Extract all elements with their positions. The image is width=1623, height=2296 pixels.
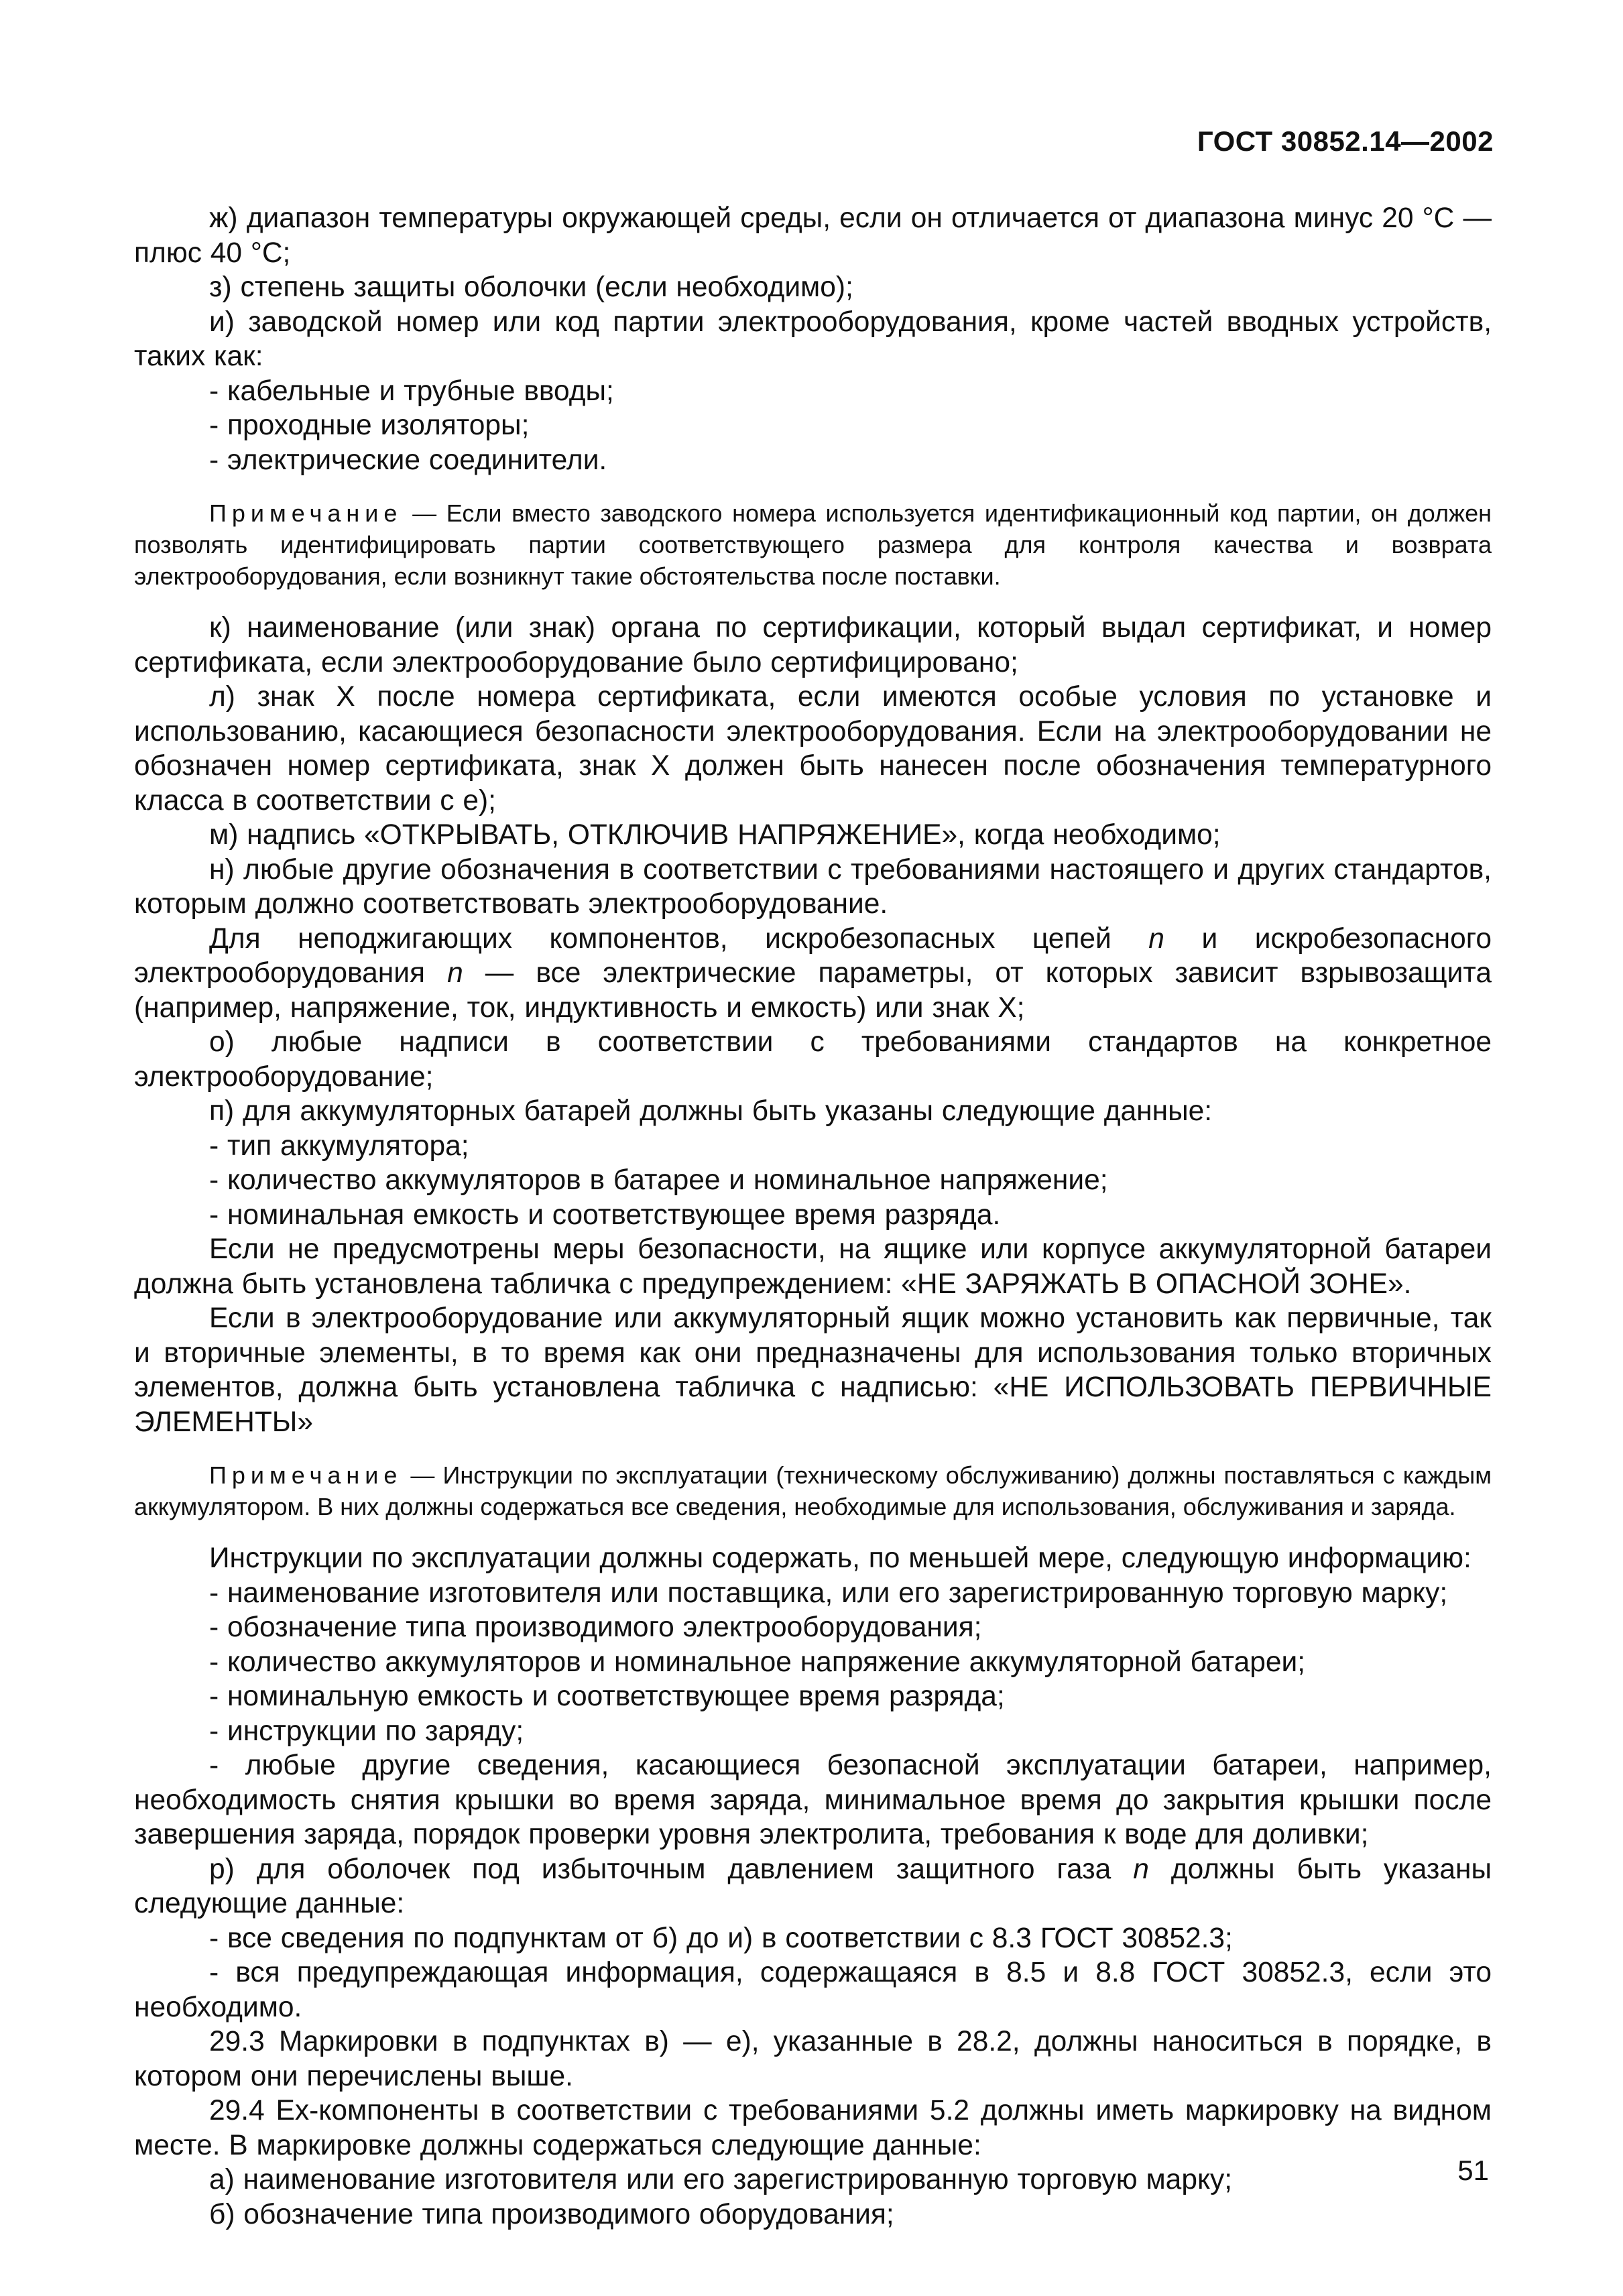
standard-code-header: ГОСТ 30852.14—2002 — [1197, 125, 1494, 157]
list-item: - тип аккумулятора; — [209, 1130, 469, 1162]
list-item: - электрические соединители. — [209, 444, 607, 476]
note-label: Примечание — [209, 499, 403, 527]
paragraph-l: л) знак X после номера сертификата, если имеются особые условия по установке и использованию, касающиеся безопасности электрооборудования. Если на электрооборудовании не обозначен номер сертификата, знак X должен быть нанесен после обозначения температурного класса в соответствии с е); — [134, 681, 1492, 817]
list-item: - кабельные и трубные вводы; — [209, 375, 614, 407]
paragraph-k: к) наименование (или знак) органа по сертификации, который выдал сертификат, и номер сертификата, если электрооборудование было сертифицировано; — [134, 612, 1492, 678]
text-segment: р) для оболочек под избыточным давлением защитного газа — [209, 1853, 1111, 1885]
paragraph-m: м) надпись «ОТКРЫВАТЬ, ОТКЛЮЧИВ НАПРЯЖЕНИЕ», когда необходимо; — [209, 819, 1221, 851]
paragraph-warning-label: Если не предусмотрены меры безопасности, на ящике или корпусе аккумуляторной батареи должна быть установлена табличка с предупреждением: «НЕ ЗАРЯЖАТЬ В ОПАСНОЙ ЗОНЕ». — [134, 1233, 1492, 1300]
list-item: - номинальную емкость и соответствующее время разряда; — [209, 1681, 1005, 1712]
paragraph-r — [134, 1852, 1492, 1921]
paragraph-a: а) наименование изготовителя или его зарегистрированную торговую марку; — [209, 2164, 1233, 2195]
italic-symbol: n — [1133, 1853, 1149, 1885]
list-item: - вся предупреждающая информация, содержащаяся в 8.5 и 8.8 ГОСТ 30852.3, если это необходимо. — [134, 1957, 1492, 2023]
list-item: - номинальная емкость и соответствующее время разряда. — [209, 1199, 1001, 1231]
list-item: - любые другие сведения, касающиеся безопасной эксплуатации батареи, например, необходимость снятия крышки во время заряда, минимальное время до закрытия крышки после завершения заряда, порядок проверки уровня электролита, требования к воде для доливки; — [134, 1750, 1492, 1850]
italic-symbol: n — [1148, 922, 1164, 955]
list-item: - инструкции по заряду; — [209, 1715, 524, 1747]
paragraph-n: н) любые другие обозначения в соответствии с требованиями настоящего и других стандартов, которым должно соответствовать электрооборудование. — [134, 853, 1492, 920]
paragraph-b: б) обозначение типа производимого оборудования; — [209, 2198, 894, 2230]
paragraph-instructions: Инструкции по эксплуатации должны содержать, по меньшей мере, следующую информацию: — [209, 1543, 1471, 1574]
paragraph-o: о) любые надписи в соответствии с требованиями стандартов на конкретное электрооборудование; — [134, 1026, 1492, 1093]
text-segment: — все электрические параметры, от которых зависит взрывозащита (например, напряжение, ток, индуктивность и емкость) или знак X; — [134, 957, 1492, 1024]
paragraph-zh: ж) диапазон температуры окружающей среды, если он отличается от диапазона минус 20 °С — плюс 40 °С; — [134, 202, 1492, 269]
paragraph-z: з) степень защиты оболочки (если необходимо); — [209, 271, 853, 303]
paragraph-p: п) для аккумуляторных батарей должны быть указаны следующие данные: — [209, 1095, 1213, 1127]
list-item: - наименование изготовителя или поставщика, или его зарегистрированную торговую марку; — [209, 1577, 1448, 1609]
paragraph-29-3: 29.3 Маркировки в подпунктах в) — е), указанные в 28.2, должны наноситься в порядке, в котором они перечислены выше. — [134, 2026, 1492, 2092]
paragraph-29-4: 29.4 Ex-компоненты в соответствии с требованиями 5.2 должны иметь маркировку на видном месте. В маркировке должны содержаться следующие данные: — [134, 2095, 1492, 2161]
note-2 — [134, 1459, 1492, 1522]
list-item: - проходные изоляторы; — [209, 410, 530, 441]
note-text: — Инструкции по эксплуатации (техническому обслуживанию) должны поставляться с каждым аккумулятором. В них должны содержаться все сведения, необходимые для использования, обслуживания и заряда. — [134, 1461, 1492, 1520]
paragraph-intrinsic-safety — [134, 922, 1492, 1026]
document-body — [134, 201, 1492, 2232]
note-1 — [134, 497, 1492, 592]
list-item: - количество аккумуляторов в батарее и номинальное напряжение; — [209, 1164, 1108, 1196]
paragraph-primary-cells: Если в электрооборудование или аккумуляторный ящик можно установить как первичные, так и вторичные элементы, в то время как они предназначены для использования только вторичных элементов, должна быть установлена табличка с надписью: «НЕ ИСПОЛЬЗОВАТЬ ПЕРВИЧНЫЕ ЭЛЕМЕНТЫ» — [134, 1303, 1492, 1438]
italic-symbol: n — [447, 957, 463, 989]
list-item: - обозначение типа производимого электрооборудования; — [209, 1612, 982, 1643]
text-segment: Для неподжигающих компонентов, искробезопасных цепей — [209, 922, 1111, 955]
text-segment: должны быть указаны следующие данные: — [134, 1853, 1492, 1919]
note-label: Примечание — [209, 1461, 403, 1489]
text-segment: и искробезопасного электрооборудования — [134, 922, 1492, 989]
list-item: - количество аккумуляторов и номинальное напряжение аккумуляторной батареи; — [209, 1646, 1306, 1678]
list-item: - все сведения по подпунктам от б) до и) в соответствии с 8.3 ГОСТ 30852.3; — [209, 1922, 1233, 1954]
page-number: 51 — [1457, 2155, 1489, 2186]
note-text: — Если вместо заводского номера используется идентификационный код партии, он должен позволять идентифицировать партии соответствующего размера для контроля качества и возврата электрооборудования, если возникнут такие обстоятельства после поставки. — [134, 499, 1492, 590]
paragraph-i: и) заводской номер или код партии электрооборудования, кроме частей вводных устройств, таких как: — [134, 306, 1492, 372]
